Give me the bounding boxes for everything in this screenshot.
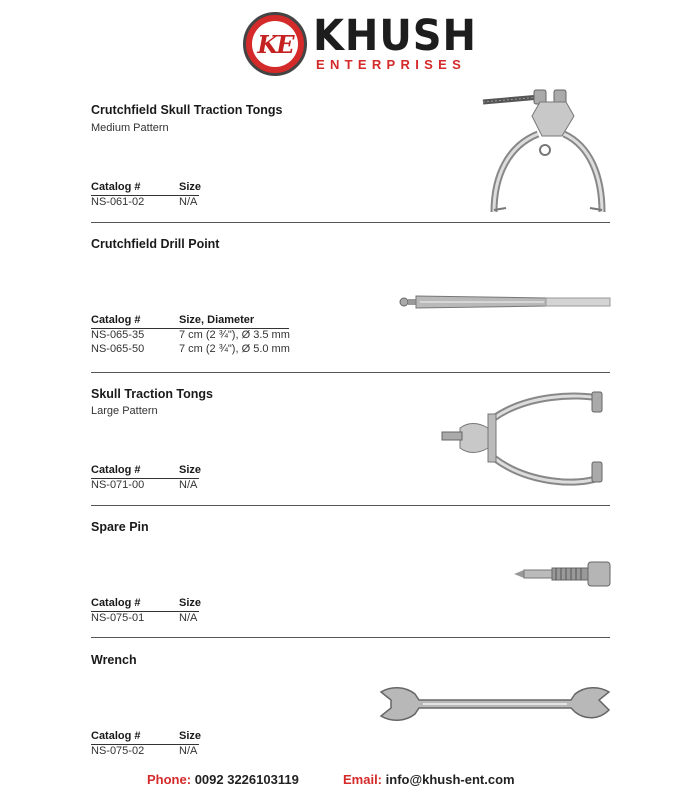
size-value: N/A <box>179 196 198 208</box>
brand-name: KHUSH <box>313 11 477 61</box>
catalog-header: Catalog # <box>91 730 141 742</box>
spec-table <box>91 314 331 355</box>
section-divider <box>91 372 610 373</box>
catalog-header: Catalog # <box>91 597 141 609</box>
email-contact <box>343 772 515 787</box>
product-title: Spare Pin <box>91 520 149 534</box>
spec-table <box>91 730 211 757</box>
product-title: Skull Traction Tongs <box>91 387 214 401</box>
size-header: Size <box>179 181 202 193</box>
size-value: N/A <box>179 745 198 757</box>
section-divider <box>91 222 610 223</box>
phone-contact <box>147 772 299 787</box>
catalog-number: NS-061-02 <box>91 196 145 208</box>
spec-table <box>91 597 211 624</box>
product-title: Crutchfield Skull Traction Tongs <box>91 103 283 117</box>
spec-table <box>91 464 211 491</box>
catalog-number: NS-075-02 <box>91 745 145 757</box>
size-header: Size <box>179 464 202 476</box>
size-value: N/A <box>179 479 198 491</box>
size-header: Size <box>179 597 202 609</box>
product-subtitle: Medium Pattern <box>91 122 169 134</box>
email-address[interactable]: info@khush-ent.com <box>385 772 515 787</box>
catalog-number: NS-065-35 <box>91 329 145 341</box>
skull-tongs-medium-image <box>478 86 613 216</box>
catalog-header: Catalog # <box>91 181 141 193</box>
wrench-image <box>375 684 613 726</box>
product-subtitle: Large Pattern <box>91 405 158 417</box>
product-title: Wrench <box>91 653 137 667</box>
email-label: Email: <box>343 772 383 787</box>
size-value: 7 cm (2 ¾"), Ø 3.5 mm <box>179 329 290 341</box>
section-divider <box>91 637 610 638</box>
brand-subtitle: ENTERPRISES <box>316 57 467 72</box>
phone-number: 0092 3226103119 <box>194 772 299 787</box>
skull-tongs-large-image <box>438 388 614 492</box>
catalog-number: NS-071-00 <box>91 479 145 491</box>
catalog-number: NS-065-50 <box>91 343 145 355</box>
phone-label: Phone: <box>147 772 192 787</box>
catalog-header: Catalog # <box>91 314 141 326</box>
size-header: Size, Diameter <box>179 314 255 326</box>
size-value: N/A <box>179 612 198 624</box>
catalog-header: Catalog # <box>91 464 141 476</box>
spec-table <box>91 181 211 208</box>
header <box>0 0 689 90</box>
logo-initials: KE <box>257 29 293 59</box>
spare-pin-image <box>510 560 614 588</box>
catalog-number: NS-075-01 <box>91 612 145 624</box>
size-value: 7 cm (2 ¾"), Ø 5.0 mm <box>179 343 290 355</box>
logo-emblem <box>243 12 307 76</box>
section-divider <box>91 505 610 506</box>
product-title: Crutchfield Drill Point <box>91 237 220 251</box>
drill-point-image <box>396 290 612 314</box>
size-header: Size <box>179 730 202 742</box>
